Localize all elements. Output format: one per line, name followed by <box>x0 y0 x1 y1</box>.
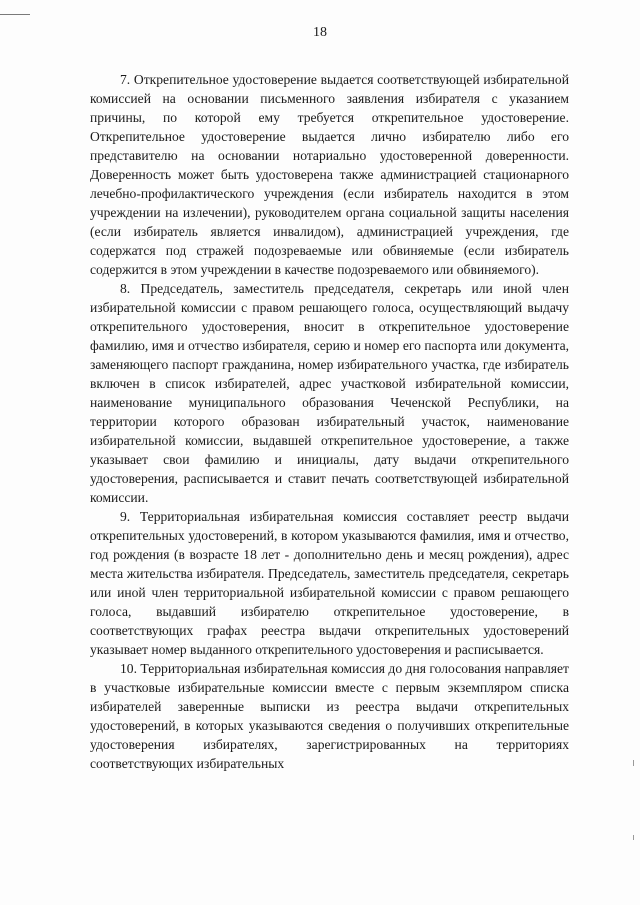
paragraph-9: 9. Территориальная избирательная комиссия составляет реестр выдачи открепительных удостоверений, в котором указываются фамилия, имя и отчество, год рождения (в возрасте 18 лет - дополнительно день и месяц рождения), адрес места жительства избирателя. Председатель, заместитель председателя, секретарь или иной член территориальной избирательной комиссии с правом решающего голоса, выдавший избирателю открепительное удостоверение, в соответствующих графах реестра выдачи открепительных удостоверений указывает номер выданного открепительного удостоверения и расписывается. <box>90 509 569 657</box>
page-number: 18 <box>313 25 327 40</box>
scan-edge-mark <box>633 760 634 766</box>
paragraph-7: 7. Открепительное удостоверение выдается соответствующей избирательной комиссией на основании письменного заявления избирателя с указанием причины, по которой ему требуется открепительное удостоверение. Открепительное удостоверение выдается лично избирателю либо его представителю на основании нотариально удостоверенной доверенности. Доверенность может быть удостоверена также администрацией стационарного лечебно-профилактического учреждения (если избиратель находится в этом учреждении на излечении), руководителем органа социальной защиты населения (если избиратель является инвалидом), администрацией учреждения, где содержатся под стражей подозреваемые или обвиняемые (если избиратель содержится в этом учреждении в качестве подозреваемого или обвиняемого). <box>90 72 569 277</box>
paragraph-8: 8. Председатель, заместитель председателя, секретарь или иной член избирательной комиссии с правом решающего голоса, осуществляющий выдачу открепительного удостоверения, вносит в открепительное удостоверение фамилию, имя и отчество избирателя, серию и номер его паспорта или документа, заменяющего паспорт гражданина, номер избирательного участка, где избиратель включен в список избирателей, адрес участковой избирательной комиссии, наименование муниципального образования Чеченской Республики, на территории которого образован избирательный участок, наименование избирательной комиссии, выдавшей открепительное удостоверение, а также указывает свои фамилию и инициалы, дату выдачи открепительного удостоверения, расписывается и ставит печать соответствующей избирательной комиссии. <box>90 281 569 505</box>
document-body <box>90 70 569 773</box>
paragraph-10: 10. Территориальная избирательная комиссия до дня голосования направляет в участковые избирательные комиссии вместе с первым экземпляром списка избирателей заверенные выписки из реестра выдачи открепительных удостоверений, в которых указываются сведения о получивших открепительные удостоверения избирателях, зарегистрированных на территориях соответствующих избирательных <box>90 661 569 771</box>
scan-corner-mark <box>0 14 30 15</box>
scan-edge-mark <box>633 835 634 840</box>
